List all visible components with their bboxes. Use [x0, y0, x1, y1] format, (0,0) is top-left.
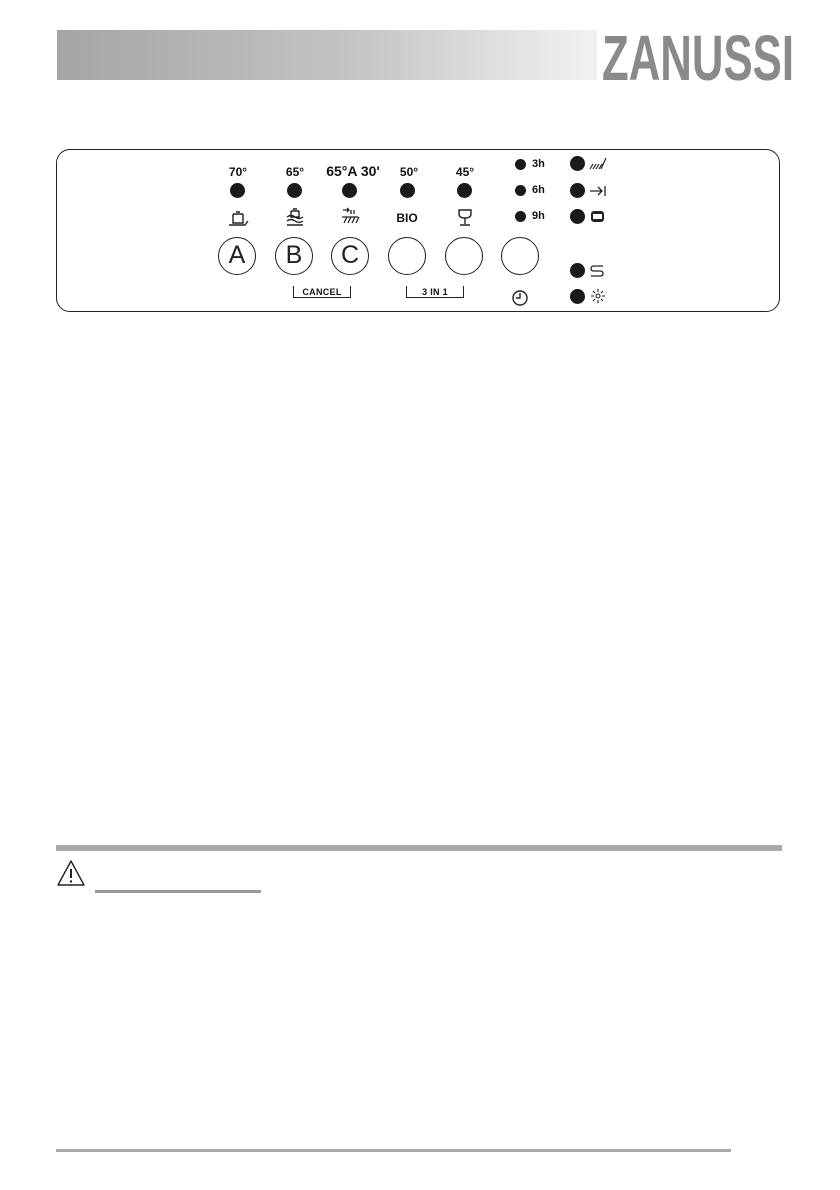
program-button-glass[interactable] [445, 237, 483, 275]
program-temp-45: 45° [455, 165, 475, 179]
program-temp-50: 50° [399, 165, 419, 179]
glass-icon [454, 207, 476, 227]
program-button-a[interactable]: A [218, 237, 256, 275]
quick-wash-icon [339, 207, 361, 227]
program-temp-65-a-30: 65°A 30' [326, 163, 380, 179]
program-led [457, 183, 472, 198]
zanussi-logo [600, 20, 796, 88]
program-led [287, 183, 302, 198]
program-led [342, 183, 357, 198]
rinse-aid-icon [589, 289, 607, 303]
delay-led-9h [515, 211, 526, 222]
delay-label-6h: 6h [532, 184, 545, 196]
footer-divider [56, 1149, 731, 1152]
program-temp-70: 70° [228, 165, 248, 179]
program-button-c[interactable]: C [331, 237, 369, 275]
section-divider [56, 845, 782, 851]
salt-icon [589, 264, 607, 278]
pots-pans-icon [227, 208, 249, 228]
clock-icon [511, 289, 529, 307]
delay-start-button[interactable] [501, 237, 539, 275]
program-temp-65: 65° [285, 165, 305, 179]
3in1-tablet-icon [589, 210, 607, 224]
3in1-bracket: 3 IN 1 [406, 286, 464, 298]
end-of-cycle-icon [589, 184, 607, 198]
warning-heading-underline [95, 890, 261, 893]
indicator-led-rinse-aid [570, 289, 585, 304]
program-button-b[interactable]: B [275, 237, 313, 275]
indicator-led-end [570, 183, 585, 198]
cancel-bracket: CANCEL [293, 286, 351, 298]
delay-led-3h [515, 159, 526, 170]
indicator-led-salt [570, 263, 585, 278]
bio-label: BIO [396, 211, 418, 225]
program-button-bio[interactable] [388, 237, 426, 275]
program-led [230, 183, 245, 198]
normal-wash-icon [284, 207, 306, 227]
warning-triangle-icon [56, 858, 86, 888]
delay-label-9h: 9h [532, 210, 545, 222]
program-led [400, 183, 415, 198]
indicator-led-3in1 [570, 209, 585, 224]
svg-text:ZANUSSI: ZANUSSI [602, 22, 794, 88]
indicator-led-wash-phase [570, 156, 585, 171]
delay-label-3h: 3h [532, 158, 545, 170]
wash-phase-icon [589, 157, 607, 171]
header-gradient-bar [57, 30, 597, 80]
delay-led-6h [515, 185, 526, 196]
